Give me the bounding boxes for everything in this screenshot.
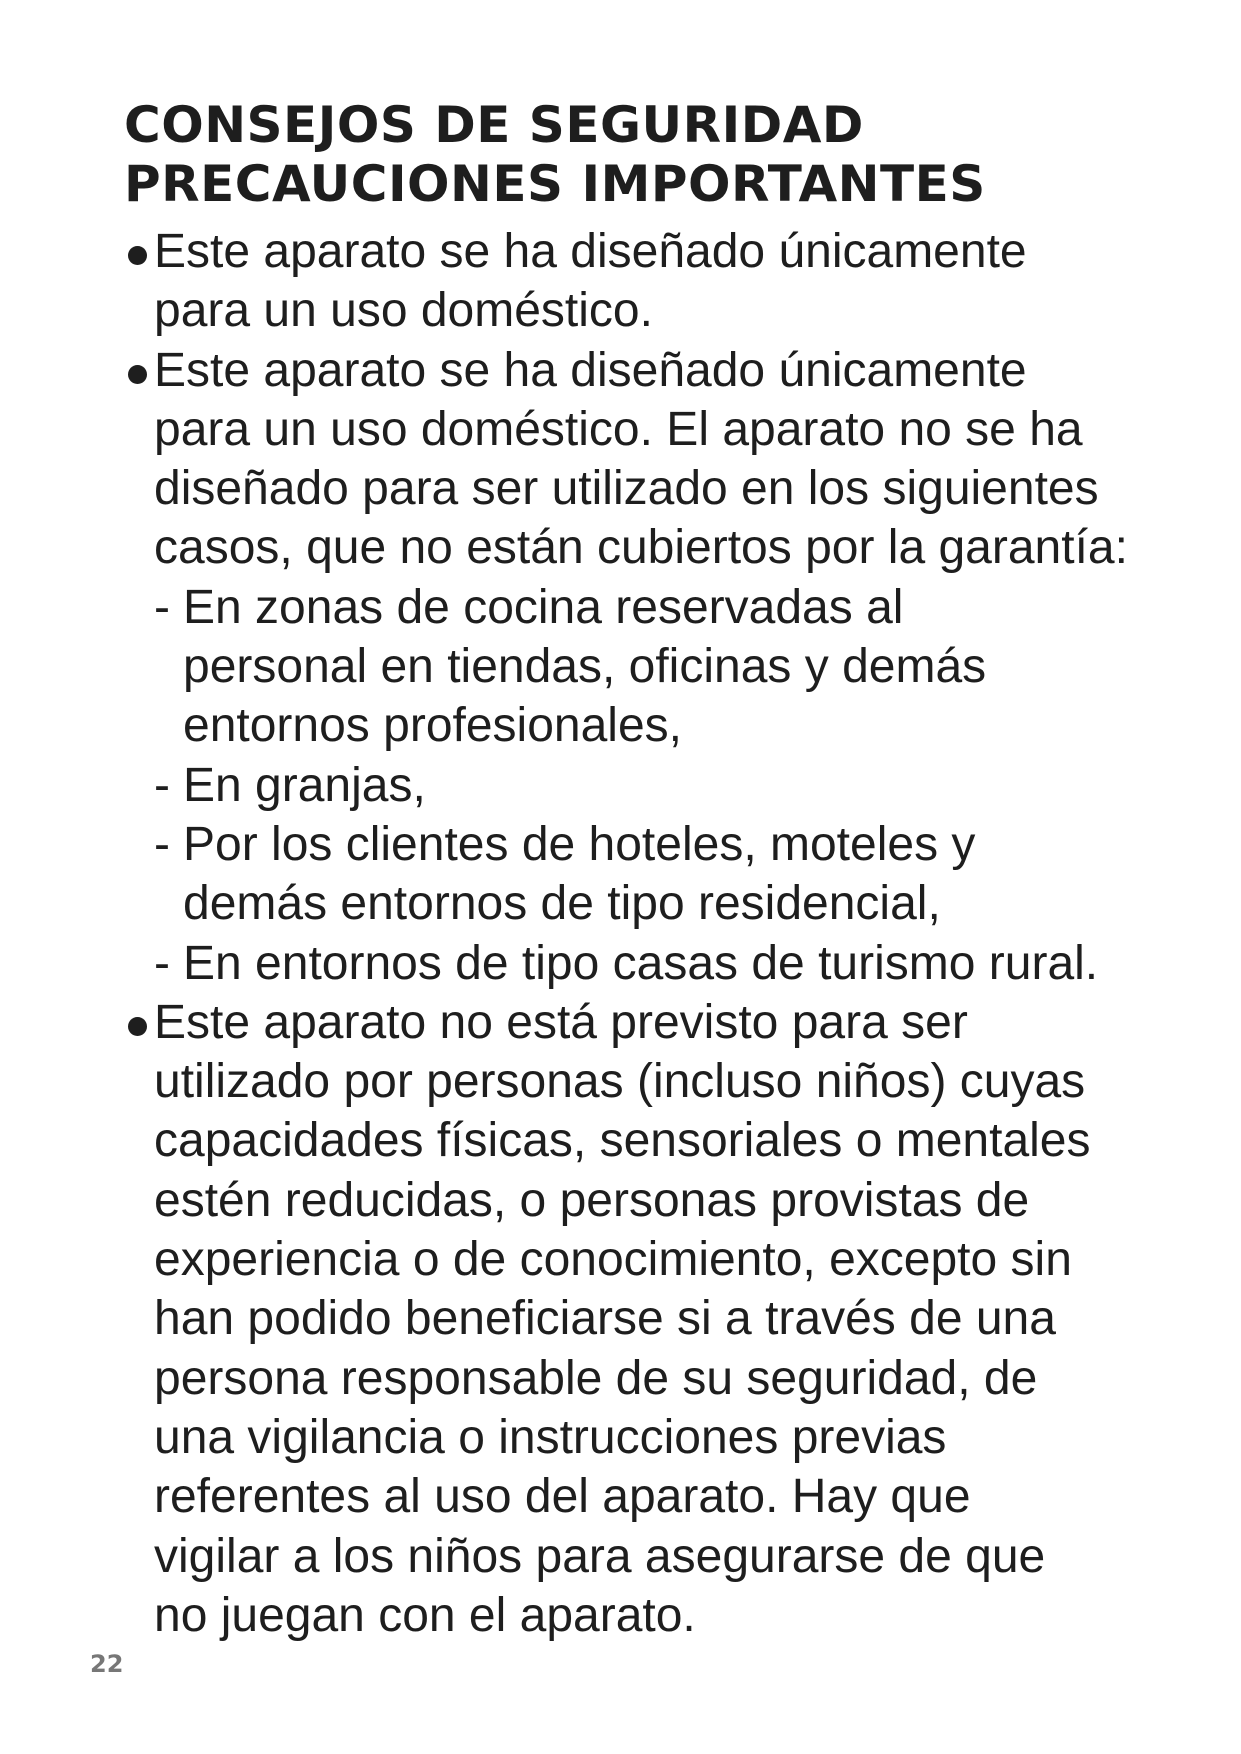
bullet-dot-icon [128,1017,147,1036]
text-line: utilizado por personas (incluso niños) cuyas [154,1055,1086,1109]
sub-item-farms [124,756,1241,815]
text-line: demás entornos de tipo residencial, [183,877,941,931]
text-line: estén reducidas, o personas provistas de [154,1173,1030,1227]
dash-marker: - [154,817,170,871]
bullet-item-domestic-use [124,222,1241,341]
text-line: En granjas, [183,758,426,812]
sub-item-rural-tourism [124,934,1241,993]
dash-marker: - [154,936,170,990]
text-line: personal en tiendas, oficinas y demás [183,640,987,694]
text-line: Este aparato se ha diseñado únicamente [154,225,1027,278]
text-line: capacidades físicas, sensoriales o mentales [154,1114,1091,1168]
text-line: En zonas de cocina reservadas al [183,580,904,634]
text-line: una vigilancia o instrucciones previas [154,1410,947,1464]
dash-marker: - [154,758,170,812]
text-line: Por los clientes de hoteles, moteles y [183,817,976,871]
bullet-dot-icon [128,365,147,384]
bullet-item-excluded-uses [124,341,1241,578]
text-line: experiencia o de conocimiento, excepto sin [154,1233,1072,1287]
text-line: Este aparato no está previsto para ser [154,995,968,1049]
text-line: para un uso doméstico. [154,284,653,338]
safety-instructions [124,222,1241,1645]
page-number: 22 [90,1650,124,1678]
sub-item-hotels [124,815,1241,934]
text-line: diseñado para ser utilizado en los siguientes [154,462,1099,516]
text-line: persona responsable de su seguridad, de [154,1351,1038,1405]
text-line: En entornos de tipo casas de turismo rural. [183,936,1099,990]
text-line: entornos profesionales, [183,699,682,753]
text-line: Este aparato se ha diseñado únicamente [154,343,1027,397]
heading-line-1: CONSEJOS DE SEGURIDAD [124,96,864,154]
dash-marker: - [154,580,170,634]
bullet-item-reduced-capacities [124,993,1241,1645]
heading-line-2: PRECAUCIONES IMPORTANTES [124,155,986,213]
text-line: para un uso doméstico. El aparato no se ha [154,402,1083,456]
text-line: casos, que no están cubiertos por la garantía: [154,521,1128,575]
text-line: referentes al uso del aparato. Hay que [154,1470,971,1524]
sub-item-kitchen-areas [124,578,1241,756]
text-line: no juegan con el aparato. [154,1588,696,1642]
text-line: vigilar a los niños para asegurarse de que [154,1529,1046,1583]
text-line: han podido beneficiarse si a través de una [154,1292,1056,1346]
section-heading [124,96,1224,214]
bullet-dot-icon [128,246,147,265]
